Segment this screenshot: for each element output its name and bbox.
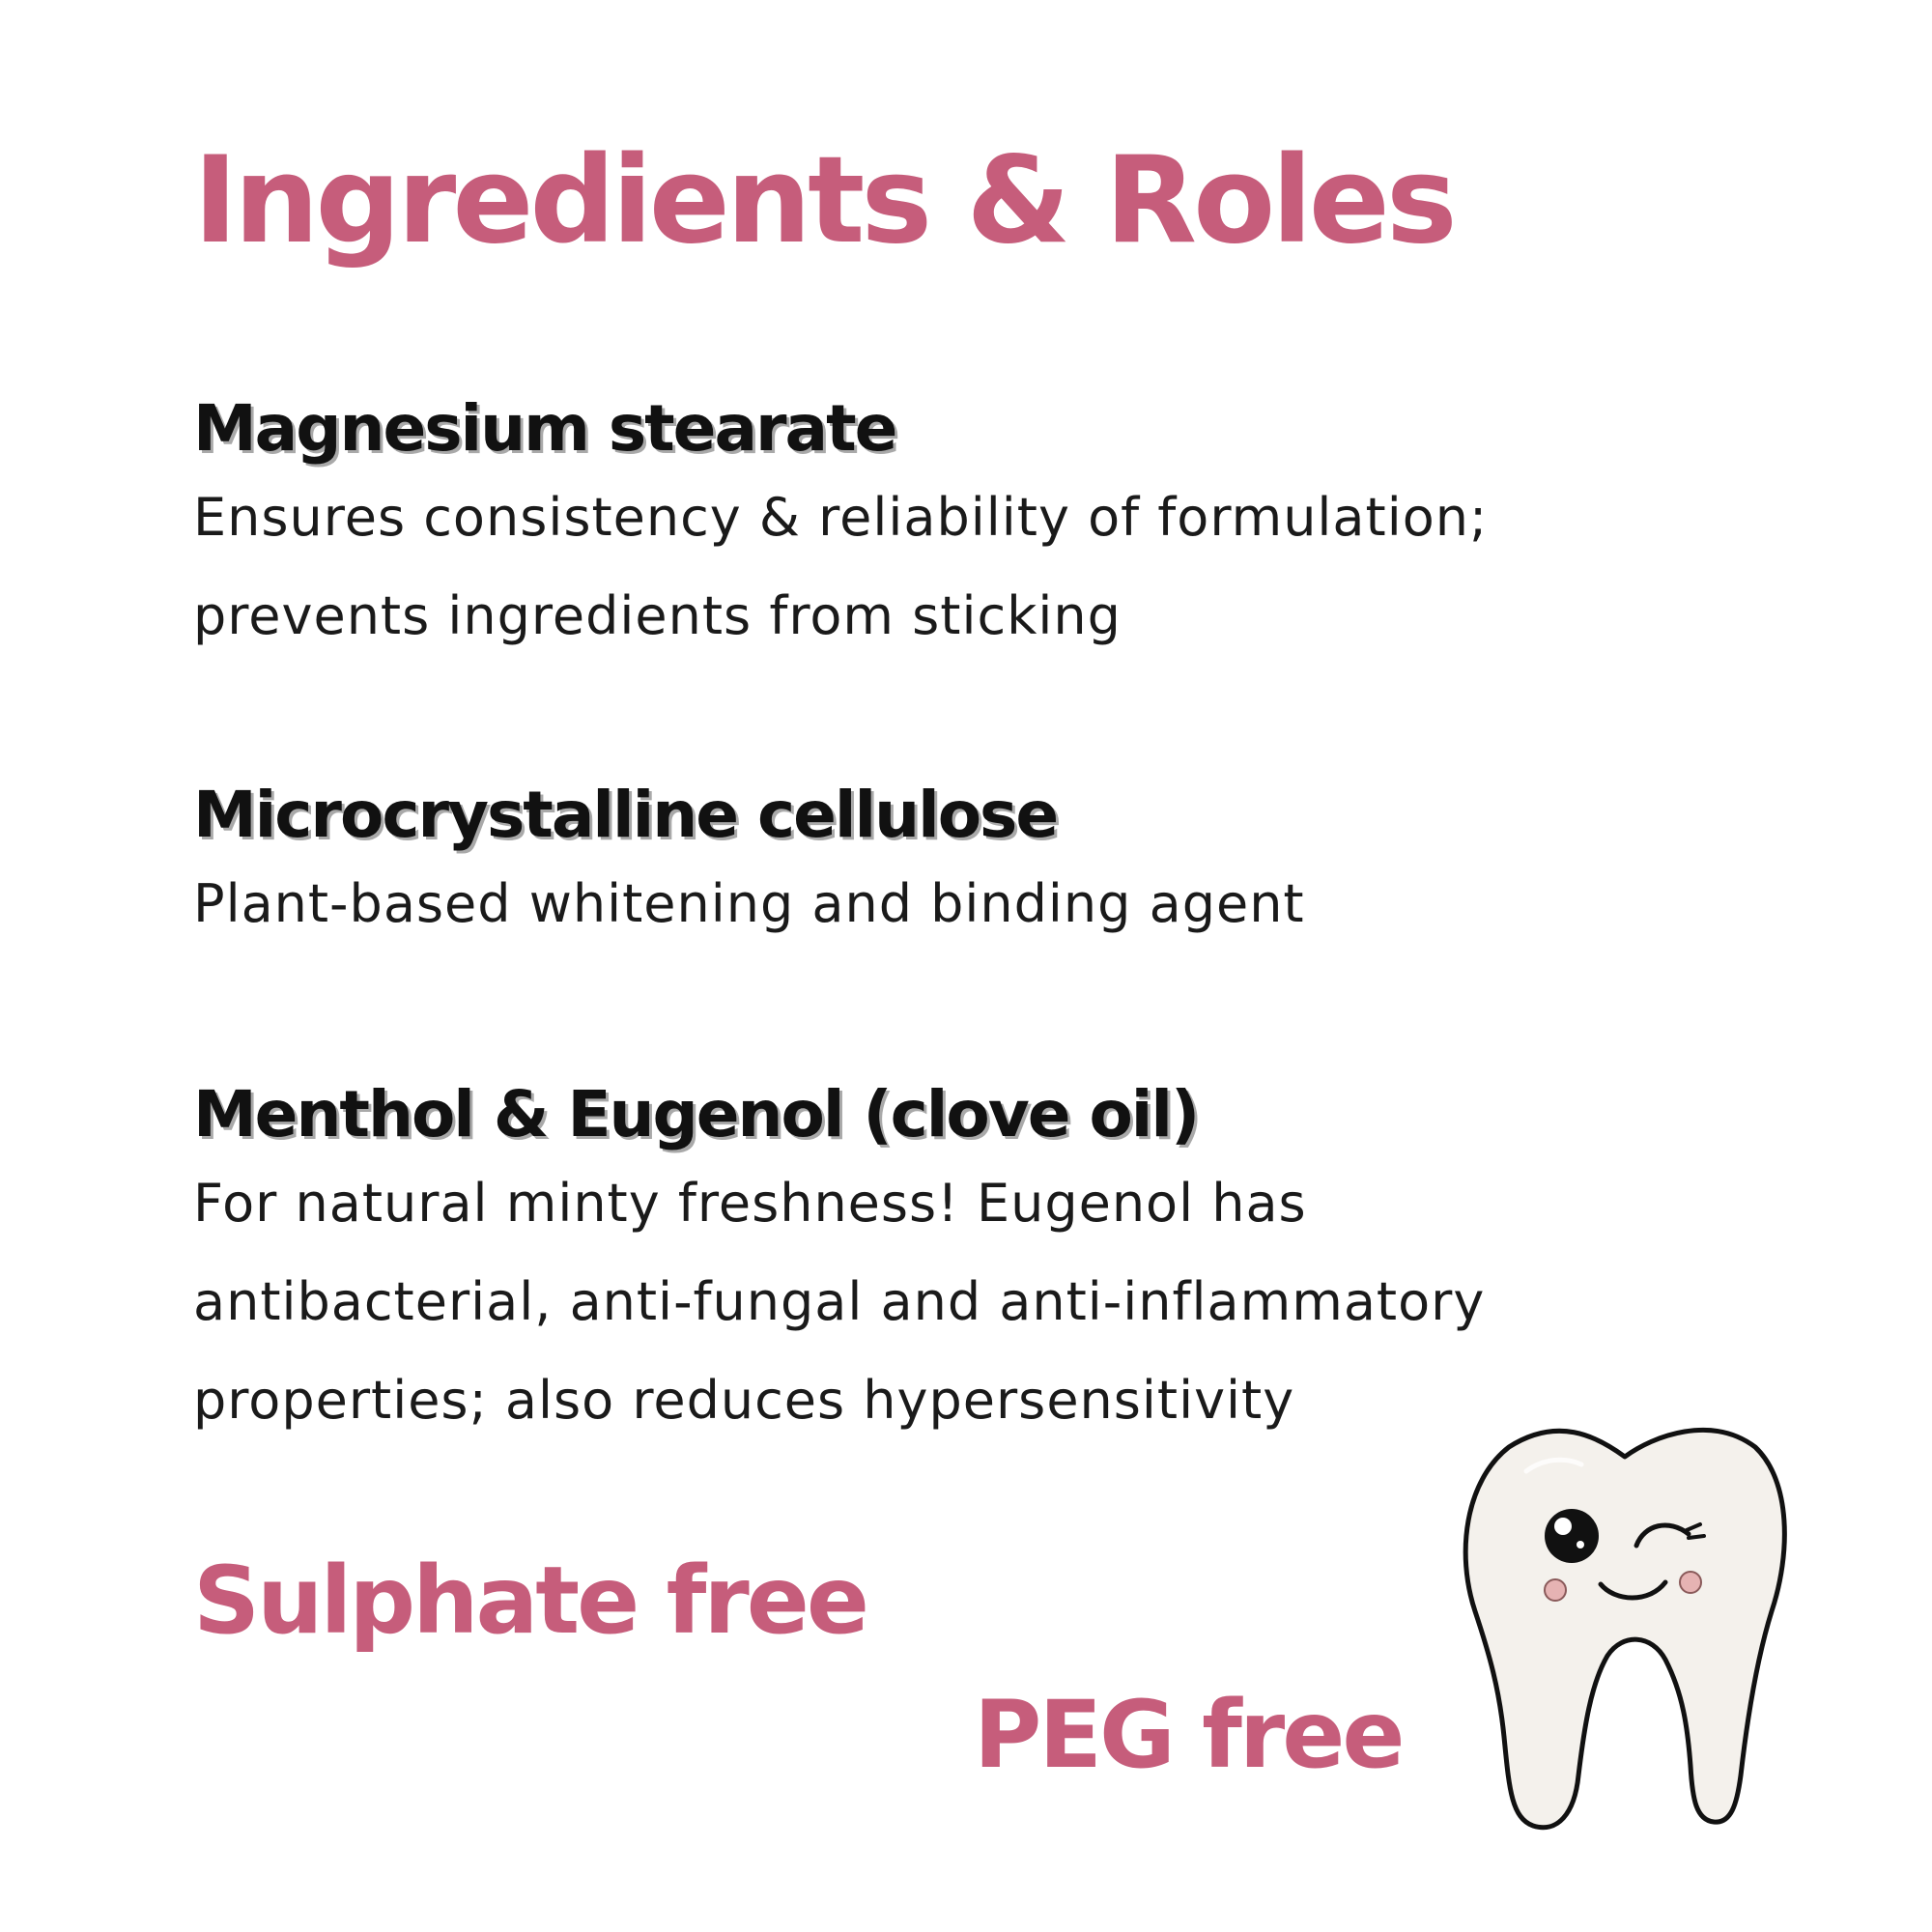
tooth-outline xyxy=(1465,1430,1784,1827)
ingredient-description xyxy=(193,1154,1485,1450)
description-line: Plant-based whitening and binding agent xyxy=(193,872,1305,934)
cheek-right xyxy=(1680,1572,1701,1593)
eye-highlight xyxy=(1554,1518,1572,1535)
sulphate-free-badge: Sulphate free xyxy=(193,1547,867,1655)
peg-free-badge: PEG free xyxy=(974,1681,1403,1789)
description-line: properties; also reduces hypersensitivity xyxy=(193,1369,1295,1431)
description-line: antibacterial, anti-fungal and anti-inflammatory xyxy=(193,1270,1486,1332)
description-line: Ensures consistency & reliability of formulation; xyxy=(193,486,1489,548)
ingredient-magnesium-stearate xyxy=(193,391,1489,666)
description-line: prevents ingredients from sticking xyxy=(193,584,1122,646)
description-line: For natural minty freshness! Eugenol has xyxy=(193,1172,1307,1234)
ingredient-menthol-eugenol xyxy=(193,1077,1486,1450)
ingredient-name: Microcrystalline cellulose xyxy=(193,778,1058,852)
ingredient-microcrystalline-cellulose xyxy=(193,778,1305,953)
ingredient-name: Magnesium stearate xyxy=(193,391,896,466)
page-title: Ingredients & Roles xyxy=(193,131,1454,270)
winking-tooth-icon xyxy=(1451,1418,1799,1843)
cheek-left xyxy=(1545,1579,1566,1601)
eye-highlight-small xyxy=(1577,1541,1584,1548)
ingredient-description xyxy=(193,855,1305,953)
eye-open xyxy=(1545,1509,1599,1563)
ingredient-name: Menthol & Eugenol (clove oil) xyxy=(193,1077,1199,1151)
ingredient-description xyxy=(193,469,1488,666)
